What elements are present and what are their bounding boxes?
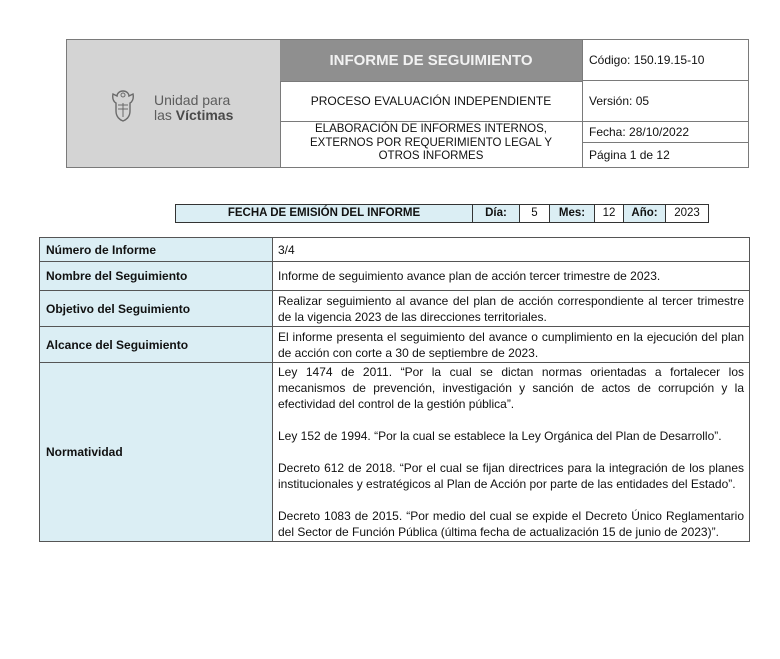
elaboration-text: [280, 122, 582, 168]
report-info-table: [39, 237, 750, 542]
report-number-value: 3/4: [273, 238, 750, 262]
regulation-item: Decreto 1083 de 2015. “Por medio del cual se expide el Decreto Único Reglamentario del Sector de Función Pública (última fecha de actualización 15 de junio de 2023)”.: [278, 509, 744, 539]
day-label: Día:: [473, 205, 520, 222]
regulation-item: Decreto 612 de 2018. “Por el cual se fijan directrices para la integración de los planes institucionales y estratégicos al Plan de Acción por parte de las entidades del Estado”.: [278, 461, 744, 491]
logo-cell: [67, 40, 281, 167]
document-version: Versión: 05: [583, 81, 749, 122]
logo-text-line2: [154, 107, 233, 123]
document-code: Código: 150.19.15-10: [583, 40, 749, 81]
tracking-objective-label: Objetivo del Seguimiento: [40, 291, 273, 327]
tracking-scope-value: El informe presenta el seguimiento del avance o cumplimiento en la ejecución del plan de acción con corte a 30 de septiembre de 2023.: [273, 327, 750, 363]
regulations-value: [273, 363, 750, 542]
regulation-item: Ley 1474 de 2011. “Por la cual se dictan normas orientadas a fortalecer los mecanismos de prevención, investigación y sanción de actos de corrupción y la efectividad del control de la gestión pública”.: [278, 365, 744, 411]
table-row: [40, 327, 750, 363]
elaboration-line1: ELABORACIÓN DE INFORMES INTERNOS,: [315, 123, 547, 135]
page-number: Página 1 de 12: [589, 148, 670, 162]
report-title: INFORME DE SEGUIMIENTO: [280, 40, 582, 82]
logo-text-prefix: las: [154, 107, 172, 123]
emission-label: FECHA DE EMISIÓN DEL INFORME: [176, 205, 473, 222]
regulation-item: Ley 152 de 1994. “Por la cual se establece la Ley Orgánica del Plan de Desarrollo”.: [278, 429, 722, 443]
tracking-objective-value: Realizar seguimiento al avance del plan de acción correspondiente al tercer trimestre de la vigencia 2023 de las direcciones territoriales.: [273, 291, 750, 327]
process-name: PROCESO EVALUACIÓN INDEPENDIENTE: [280, 81, 582, 122]
document-header: [66, 39, 749, 168]
year-value: 2023: [674, 207, 700, 219]
logo-text-line1: Unidad para: [154, 92, 231, 108]
logo-text-bold: Víctimas: [175, 107, 234, 123]
tracking-scope-label: Alcance del Seguimiento: [40, 327, 273, 363]
elaboration-line3: OTROS INFORMES: [378, 150, 484, 162]
emission-date-row: [175, 204, 709, 223]
header-metadata: [582, 40, 749, 167]
regulations-label: Normatividad: [40, 363, 273, 542]
report-number-label: Número de Informe: [40, 238, 273, 262]
month-label: Mes:: [550, 205, 595, 222]
table-row: [40, 262, 750, 291]
coat-of-arms-icon: [103, 85, 143, 125]
header-middle: [280, 40, 582, 167]
table-row: [40, 291, 750, 327]
month-value: 12: [595, 205, 624, 222]
tracking-name-value: Informe de seguimiento avance plan de acción tercer trimestre de 2023.: [273, 262, 750, 291]
document-date: Fecha: 28/10/2022: [583, 122, 749, 143]
table-row: [40, 238, 750, 262]
table-row: [40, 363, 750, 542]
elaboration-line2: EXTERNOS POR REQUERIMIENTO LEGAL Y: [310, 136, 552, 149]
day-value: 5: [520, 205, 550, 222]
year-label: Año:: [624, 205, 666, 222]
tracking-name-label: Nombre del Seguimiento: [40, 262, 273, 291]
